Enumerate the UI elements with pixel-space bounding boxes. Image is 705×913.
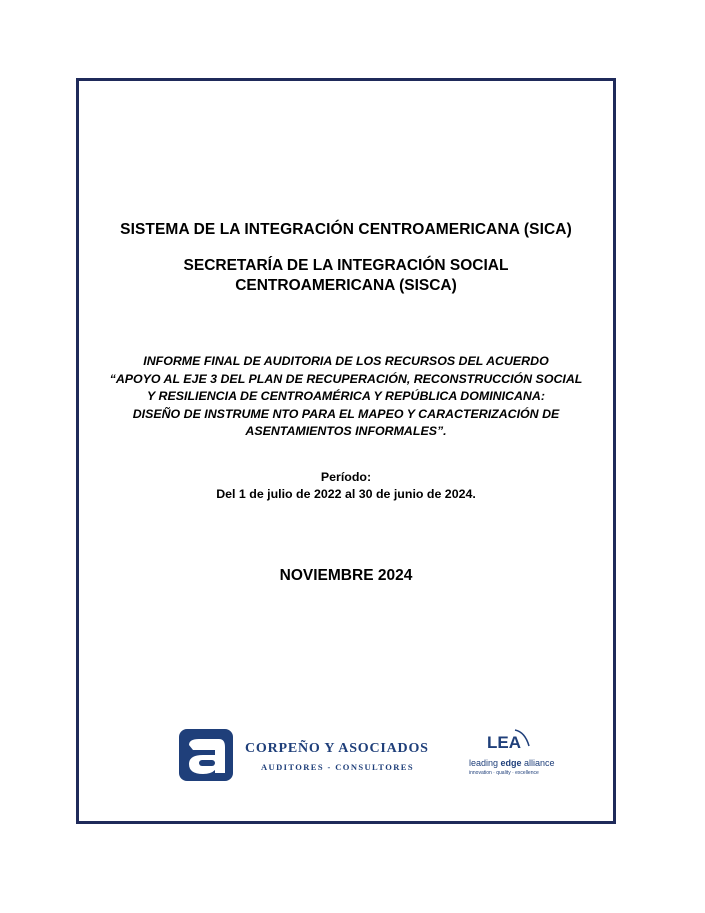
period-value: Del 1 de julio de 2022 al 30 de junio de 2024.	[216, 487, 476, 501]
auditor-subtitle: AUDITORES - CONSULTORES	[261, 762, 414, 772]
alliance-tagline: innovation · quality · excellence	[469, 770, 539, 776]
alliance-name-part: edge	[500, 758, 522, 768]
alliance-name	[469, 758, 555, 768]
lea-logo	[469, 726, 559, 784]
secretariat-title	[79, 256, 613, 296]
lea-mark-icon	[485, 726, 533, 756]
organization-title: SISTEMA DE LA INTEGRACIÓN CENTROAMERICANA (SICA)	[120, 221, 572, 238]
report-title-line: “APOYO AL EJE 3 DEL PLAN DE RECUPERACIÓN, RECONSTRUCCIÓN SOCIAL	[109, 371, 583, 386]
auditor-name: CORPEÑO Y ASOCIADOS	[245, 741, 429, 756]
logos-row	[179, 724, 559, 784]
lea-mark-text: LEA	[487, 733, 521, 752]
secretariat-title-line: CENTROAMERICANA (SISCA)	[235, 277, 457, 294]
report-title	[79, 353, 613, 441]
report-date: NOVIEMBRE 2024	[279, 567, 413, 584]
period-label: Período:	[320, 470, 372, 484]
report-title-line: ASENTAMIENTOS INFORMALES”.	[245, 424, 447, 438]
secretariat-title-line: SECRETARÍA DE LA INTEGRACIÓN SOCIAL	[183, 257, 509, 274]
report-title-line: INFORME FINAL DE AUDITORIA DE LOS RECURSOS DEL ACUERDO	[143, 354, 549, 368]
alliance-name-part: leading	[469, 758, 501, 768]
report-title-line: DISEÑO DE INSTRUME NTO PARA EL MAPEO Y CARACTERIZACIÓN DE	[132, 406, 560, 421]
report-title-line: Y RESILIENCIA DE CENTROAMÉRICA Y REPÚBLICA DOMINICANA:	[147, 389, 545, 403]
cover-frame	[76, 78, 616, 824]
corpeno-logo-icon	[179, 729, 233, 781]
alliance-name-part: alliance	[521, 758, 555, 768]
